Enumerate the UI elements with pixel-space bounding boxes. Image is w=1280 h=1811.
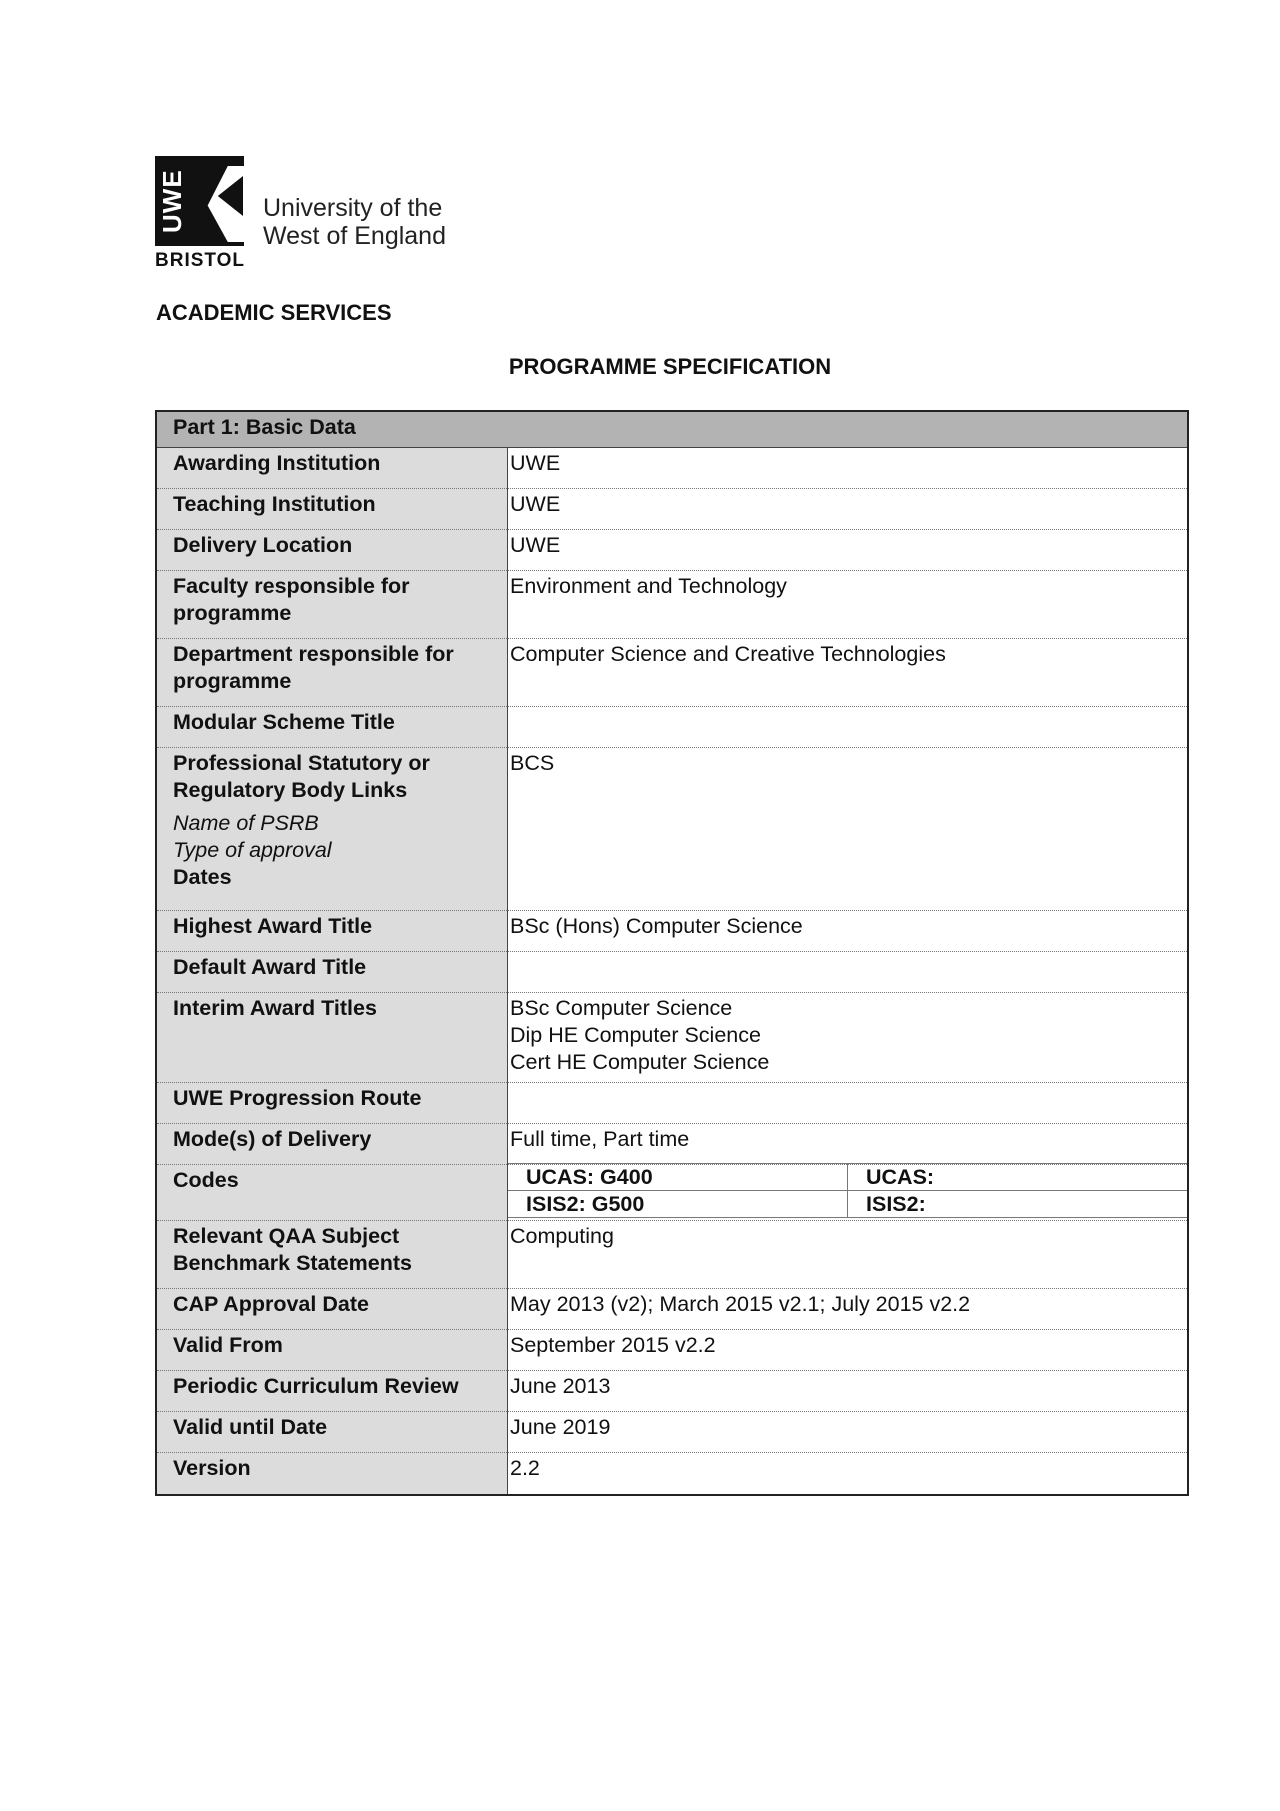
logo-university-name <box>263 194 446 250</box>
section-title: Part 1: Basic Data <box>156 411 1188 448</box>
codes-row <box>508 1191 1187 1218</box>
code-ucas-1: UCAS: G400 <box>508 1164 848 1191</box>
uwe-logo <box>155 156 455 272</box>
codes-table <box>508 1163 1187 1218</box>
row-value: Environment and Technology <box>508 571 1189 639</box>
table-row <box>156 1453 1188 1495</box>
row-value <box>508 952 1189 993</box>
table-row <box>156 911 1188 952</box>
row-value: September 2015 v2.2 <box>508 1330 1189 1371</box>
row-value: Computing <box>508 1221 1189 1289</box>
row-label: Codes <box>156 1165 508 1221</box>
row-label-psrb <box>156 748 508 911</box>
row-label: Teaching Institution <box>156 489 508 530</box>
row-label: Awarding Institution <box>156 448 508 489</box>
row-label: Version <box>156 1453 508 1495</box>
table-row <box>156 1165 1188 1221</box>
row-label: Valid until Date <box>156 1412 508 1453</box>
row-label: Modular Scheme Title <box>156 707 508 748</box>
page-title: PROGRAMME SPECIFICATION <box>508 354 832 379</box>
table-row <box>156 571 1188 639</box>
table-row <box>156 1083 1188 1124</box>
department-heading: ACADEMIC SERVICES <box>156 300 392 325</box>
row-value <box>508 707 1189 748</box>
code-isis-1: ISIS2: G500 <box>508 1191 848 1218</box>
interim-award: Cert HE Computer Science <box>510 1050 770 1074</box>
row-label: Delivery Location <box>156 530 508 571</box>
table-row <box>156 1289 1188 1330</box>
basic-data-table <box>155 410 1189 1496</box>
row-label: Mode(s) of Delivery <box>156 1124 508 1165</box>
row-label: Relevant QAA Subject Benchmark Statements <box>156 1221 508 1289</box>
row-label: UWE Progression Route <box>156 1083 508 1124</box>
row-label: CAP Approval Date <box>156 1289 508 1330</box>
row-label: Default Award Title <box>156 952 508 993</box>
psrb-dates-label: Dates <box>173 865 232 889</box>
interim-award: BSc Computer Science <box>510 996 733 1020</box>
row-value: 2.2 <box>508 1453 1189 1495</box>
psrb-label: Professional Statutory or Regulatory Body Links <box>173 751 430 802</box>
row-value: BCS <box>508 748 1189 911</box>
logo-name-line2: West of England <box>263 222 446 250</box>
code-isis-2: ISIS2: <box>848 1191 1188 1218</box>
row-label: Faculty responsible for programme <box>156 571 508 639</box>
table-section-header <box>156 411 1188 448</box>
row-value: Computer Science and Creative Technologies <box>508 639 1189 707</box>
table-row <box>156 1124 1188 1165</box>
row-value: UWE <box>508 530 1189 571</box>
table-row <box>156 993 1188 1083</box>
psrb-type-label: Type of approval <box>173 838 332 862</box>
code-ucas-2: UCAS: <box>848 1164 1188 1191</box>
table-row <box>156 748 1188 911</box>
table-row <box>156 1221 1188 1289</box>
row-value: June 2013 <box>508 1371 1189 1412</box>
table-row <box>156 952 1188 993</box>
row-label: Periodic Curriculum Review <box>156 1371 508 1412</box>
logo-uwe-text: UWE <box>157 169 187 233</box>
logo-name-line1: University of the <box>263 194 443 222</box>
row-value: May 2013 (v2); March 2015 v2.1; July 2015 v2.2 <box>508 1289 1189 1330</box>
row-value: UWE <box>508 448 1189 489</box>
table-row <box>156 639 1188 707</box>
table-row <box>156 530 1188 571</box>
row-label: Interim Award Titles <box>156 993 508 1083</box>
row-label: Valid From <box>156 1330 508 1371</box>
table-row <box>156 489 1188 530</box>
row-value: June 2019 <box>508 1412 1189 1453</box>
row-label: Highest Award Title <box>156 911 508 952</box>
uwe-logo-mark <box>155 156 244 246</box>
logo-city: BRISTOL <box>155 250 246 271</box>
table-row <box>156 1330 1188 1371</box>
codes-cell <box>508 1165 1189 1221</box>
table-row <box>156 1371 1188 1412</box>
table-row <box>156 707 1188 748</box>
row-label: Department responsible for programme <box>156 639 508 707</box>
row-value <box>508 1083 1189 1124</box>
psrb-name-label: Name of PSRB <box>173 811 319 835</box>
table-row <box>156 1412 1188 1453</box>
row-value-list <box>508 993 1189 1083</box>
row-value: BSc (Hons) Computer Science <box>508 911 1189 952</box>
table-row <box>156 448 1188 489</box>
codes-row <box>508 1164 1187 1191</box>
row-value: UWE <box>508 489 1189 530</box>
row-value: Full time, Part time <box>508 1124 1189 1165</box>
interim-award: Dip HE Computer Science <box>510 1023 761 1047</box>
